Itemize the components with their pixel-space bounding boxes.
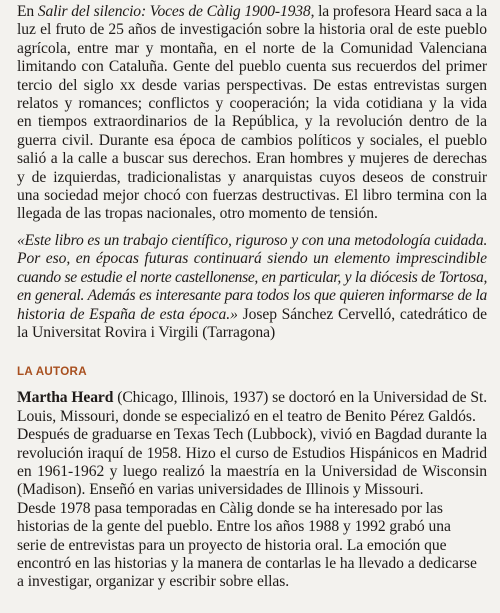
bio-line: revolución iraquí de 1958. Hizo el curso de Estudios Hispánicos en Madrid bbox=[17, 444, 487, 462]
text-line: una sociedad mejor chocó con fuerzas destructivas. El libro termina con la bbox=[17, 187, 487, 205]
quote-line: «Este libro es un trabajo científico, riguroso y con una metodología cuidada. bbox=[17, 231, 488, 249]
book-title: Salir del silencio: Voces de Càlig 1900-1938 bbox=[37, 3, 311, 20]
bio-line: encontró en las historias y la manera de contarlas le ha llevado a dedicarse bbox=[17, 554, 477, 572]
quote-attribution: Josep Sánchez Cervelló, catedrático de bbox=[237, 305, 487, 323]
text-line: limitando con Cataluña. Gente del pueblo cuenta sus recuerdos del primer bbox=[17, 58, 487, 76]
bio-line: Después de graduarse en Texas Tech (Lubbock), vivió en Bagdad durante la bbox=[17, 426, 487, 444]
text-line: salió a la calle a buscar sus derechos. Eran hombres y mujeres de derechas bbox=[17, 150, 487, 168]
bio-line: en 1961-1962 y luego realizó la maestría en la Universidad de Wisconsin bbox=[17, 462, 487, 480]
text-line: en tiempos extraordinarios de la República, y la revolución dentro de la bbox=[17, 113, 487, 131]
intro-paragraph bbox=[17, 3, 487, 224]
bio-line: Desde 1978 pasa temporadas en Càlig donde se ha interesado por las bbox=[17, 499, 443, 517]
review-quote-paragraph bbox=[17, 232, 487, 342]
text-line: y de izquierdas, tradicionalistas y anarquistas cuyos deseos de construir bbox=[17, 168, 487, 186]
quote-line: la Universitat Rovira i Virgili (Tarragona) bbox=[17, 323, 276, 341]
bio-line: a investigar, organizar y escribir sobre ellas. bbox=[17, 573, 290, 591]
text-line: tercio del siglo xx desde varias perspectivas. De estas entrevistas surgen bbox=[17, 76, 487, 94]
text-line: relatos y romances; conflictos y cooperación; la vida cotidiana y la vida bbox=[17, 95, 487, 113]
author-bio-paragraph bbox=[17, 389, 487, 591]
quote-line: cuando se estudie el norte castellonense, en particular, y la diócesis de Tortosa, bbox=[17, 268, 487, 286]
text-line: luz el fruto de 25 años de investigación sobre la historia oral de este pueblo bbox=[17, 21, 487, 39]
author-name: Martha Heard bbox=[17, 389, 114, 407]
bio-line: historias de la gente del pueblo. Entre los años 1988 y 1992 grabó una bbox=[17, 518, 451, 536]
quote-line: en general. Además es interesante para todos los que quieren informarse de la bbox=[17, 287, 487, 305]
text-line: llegada de las tropas nacionales, otro momento de tensión. bbox=[17, 205, 378, 223]
section-heading-author: LA AUTORA bbox=[17, 365, 87, 379]
quote-line: Por eso, en épocas futuras continuará siendo un elemento imprescindible bbox=[17, 250, 487, 268]
text-line: En Salir del silencio: Voces de Càlig 1900-1938, la profesora Heard saca a la bbox=[17, 3, 487, 20]
bio-line: (Madison). Enseñó en varias universidades de Illinois y Missouri. bbox=[17, 481, 424, 499]
bio-line: Louis, Missouri, donde se especializó en el teatro de Benito Pérez Galdós. bbox=[17, 407, 476, 425]
bio-line: serie de entrevistas para un proyecto de historia oral. La emoción que bbox=[17, 536, 447, 554]
text-line: agrícola, entre mar y montaña, en el norte de la Comunidad Valenciana bbox=[17, 39, 487, 57]
quote-line: historia de España de esta época.» Josep Sánchez Cervelló, catedrático de bbox=[17, 305, 487, 323]
text-line: guerra civil. Durante esa época de cambios políticos y sociales, el pueblo bbox=[17, 131, 487, 149]
bio-line: Martha Heard (Chicago, Illinois, 1937) se doctoró en la Universidad de St. bbox=[17, 389, 487, 407]
